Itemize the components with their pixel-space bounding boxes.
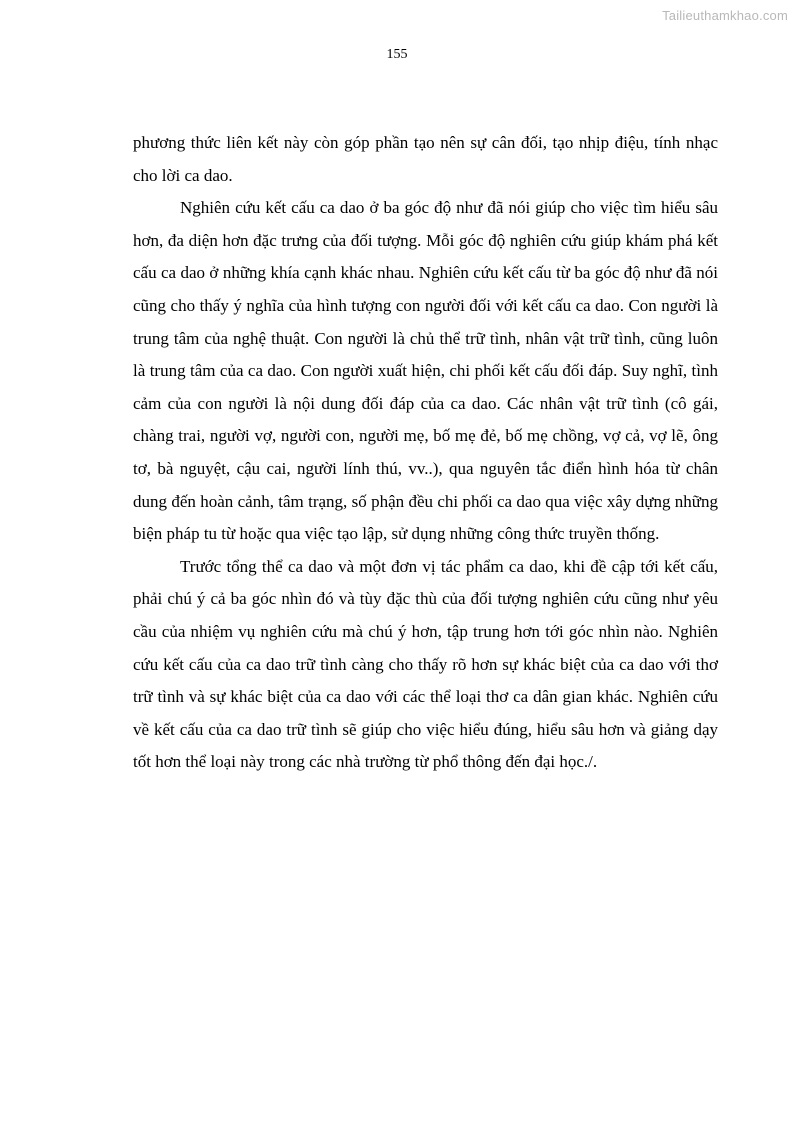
document-body xyxy=(133,127,718,779)
paragraph-continuation: phương thức liên kết này còn góp phần tạo nên sự cân đối, tạo nhịp điệu, tính nhạc cho lời ca dao. xyxy=(133,133,718,185)
paragraph-conclusion: Trước tổng thể ca dao và một đơn vị tác phẩm ca dao, khi đề cập tới kết cấu, phải chú ý cả ba góc nhìn đó và tùy đặc thù của đối tượng nghiên cứu cũng như yêu cầu của nhiệm vụ nghiên cứu mà chú ý hơn, tập trung hơn tới góc nhìn nào. Nghiên cứu kết cấu của ca dao trữ tình càng cho thấy rõ hơn sự khác biệt của ca dao với thơ trữ tình và sự khác biệt của ca dao với các thể loại thơ ca dân gian khác. Nghiên cứu về kết cấu của ca dao trữ tình sẽ giúp cho việc hiểu đúng, hiểu sâu hơn và giảng dạy tốt hơn thể loại này trong các nhà trường từ phổ thông đến đại học./. xyxy=(133,556,718,772)
paragraph-structure-research: Nghiên cứu kết cấu ca dao ở ba góc độ như đã nói giúp cho việc tìm hiểu sâu hơn, đa diện hơn đặc trưng của đối tượng. Mỗi góc độ nghiên cứu giúp khám phá kết cấu ca dao ở những khía cạnh khác nhau. Nghiên cứu kết cấu từ ba góc độ như đã nói cũng cho thấy ý nghĩa của hình tượng con người đối với kết cấu ca dao. Con người là trung tâm của nghệ thuật. Con người là chủ thể trữ tình, nhân vật trữ tình, cũng luôn là trung tâm của ca dao. Con người xuất hiện, chi phối kết cấu đối đáp. Suy nghĩ, tình cảm của con người là nội dung đối đáp của ca dao. Các nhân vật trữ tình (cô gái, chàng trai, người vợ, người con, người mẹ, bố mẹ đẻ, bố mẹ chồng, vợ cả, vợ lẽ, ông tơ, bà nguyệt, cậu cai, người lính thú, vv..), qua nguyên tắc điển hình hóa từ chân dung đến hoàn cảnh, tâm trạng, số phận đều chi phối ca dao qua việc xây dựng những biện pháp tu từ hoặc qua việc tạo lập, sử dụng những công thức truyền thống. xyxy=(133,198,718,544)
page-number: 155 xyxy=(386,47,408,62)
watermark: Tailieuthamkhao.com xyxy=(662,8,788,23)
